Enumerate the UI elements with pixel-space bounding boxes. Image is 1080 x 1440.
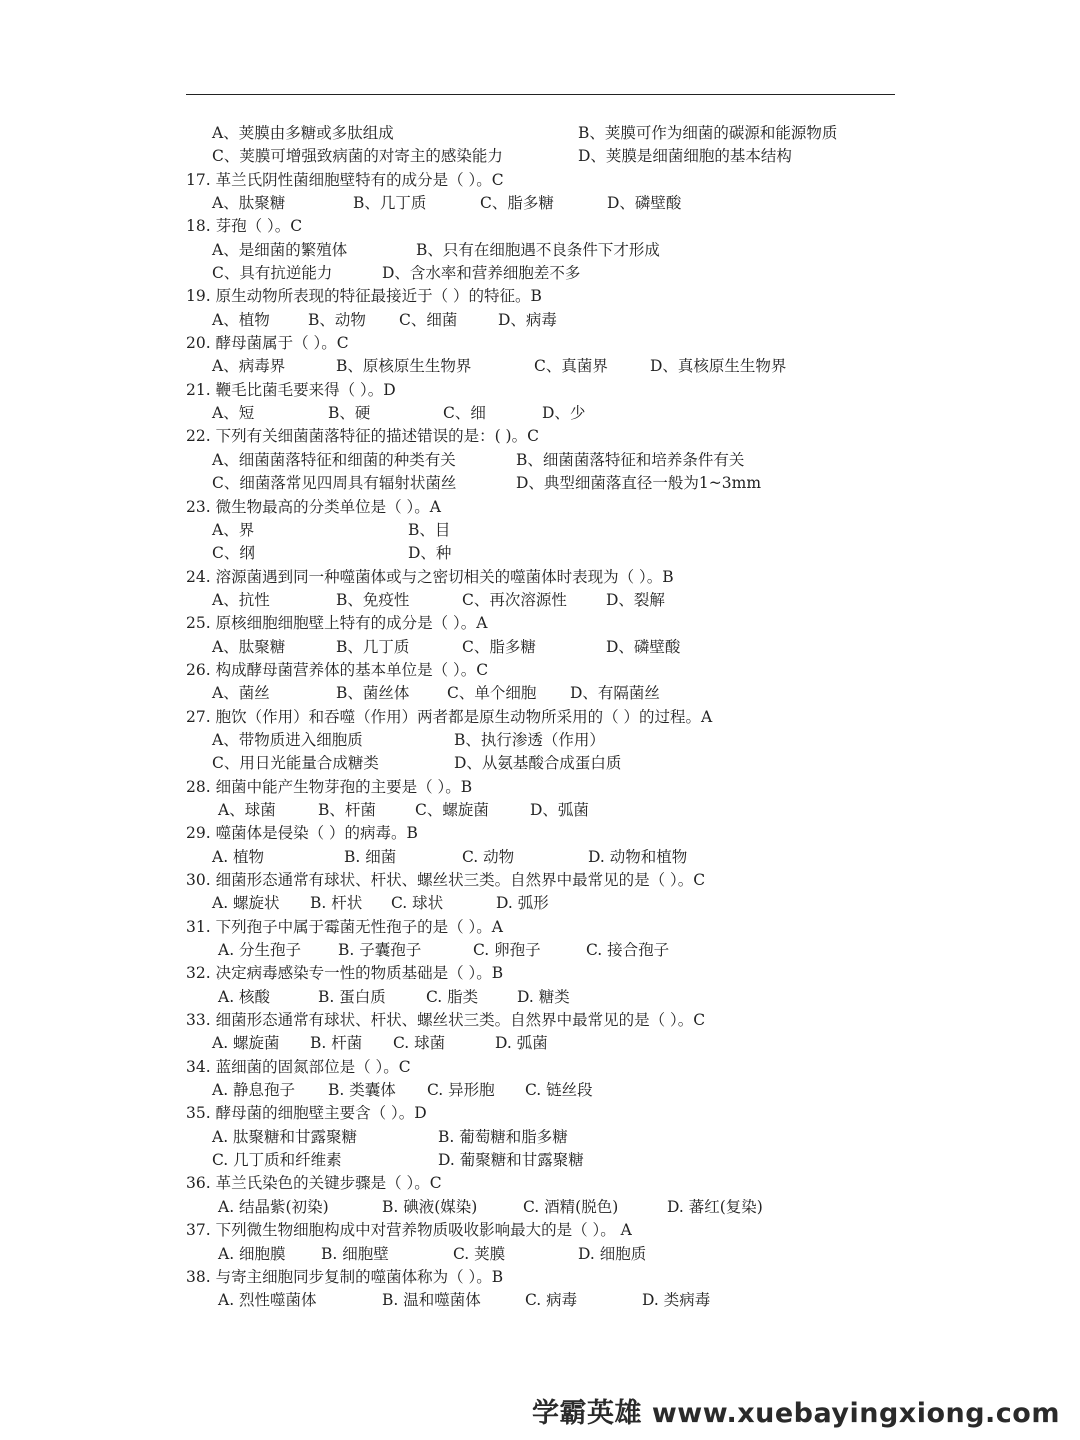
option-choice: D、有隔菌丝 [570,684,660,703]
question-stem: 19. 原生动物所表现的特征最接近于（ ）的特征。B [186,287,542,306]
option-row [186,355,946,378]
question-stem: 22. 下列有关细菌菌落特征的描述错误的是：( )。C [186,427,539,446]
option-choice: B、杆菌 [318,800,376,819]
option-choice: B、硬 [328,404,371,423]
option-row [186,542,946,565]
option-choice: B. 细菌 [344,847,397,866]
option-choice: A. 分生孢子 [218,941,302,960]
option-choice: D、典型细菌落直径一般为1~3mm [516,474,762,493]
option-row [186,986,946,1009]
option-row [186,589,946,612]
question-stem: 28. 细菌中能产生物芽孢的主要是（ ）。B [186,777,473,796]
option-choice: C、单个细胞 [447,684,537,703]
option-choice: A、菌丝 [212,684,270,703]
option-choice: A. 植物 [212,847,265,866]
question-stem: 33. 细菌形态通常有球状、杆状、螺丝状三类。自然界中最常见的是（ ）。C [186,1011,706,1030]
option-choice: C. 几丁质和纤维素 [212,1151,342,1170]
option-choice: A. 烈性噬菌体 [218,1291,317,1310]
option-choice: C. 异形胞 [427,1081,495,1100]
option-choice: A、荚膜由多糖或多肽组成 [212,124,394,142]
option-choice: D、磷壁酸 [607,194,682,213]
option-row [186,122,946,145]
option-choice: C. 荚膜 [453,1244,506,1263]
option-choice: C. 接合孢子 [586,941,670,960]
header-rule [186,94,895,95]
option-choice: B、免疫性 [336,590,410,609]
option-choice: C. 脂类 [426,987,479,1006]
option-row [186,1149,946,1172]
option-choice: C. 球状 [391,894,444,913]
question-stem: 18. 芽孢（ ）。C [186,217,303,236]
question-stem: 30. 细菌形态通常有球状、杆状、螺丝状三类。自然界中最常见的是（ ）。C [186,871,706,889]
option-choice: D、弧菌 [530,800,589,819]
option-choice: B. 杆菌 [310,1034,363,1053]
question-stem: 17. 革兰氏阴性菌细胞壁特有的成分是（ ）。C [186,170,504,189]
option-choice: C、脂多糖 [462,637,536,656]
option-row [186,472,946,495]
option-row [186,402,946,425]
option-choice: B. 碘液(媒染) [382,1197,478,1216]
option-row [186,309,946,332]
question-stem: 36. 革兰氏染色的关键步骤是（ ）。C [186,1174,442,1193]
option-choice: B、几丁质 [336,637,410,656]
option-choice: C、荚膜可增强致病菌的对寄主的感染能力 [212,147,503,166]
question-stem: 34. 蓝细菌的固氮部位是（ ）。C [186,1057,411,1076]
option-choice: C. 链丝段 [525,1081,593,1100]
option-choice: B、菌丝体 [336,684,410,703]
option-choice: C、细菌落常见四周具有辐射状菌丝 [212,474,457,493]
option-choice: D. 弧菌 [495,1034,548,1053]
question-stem: 37. 下列微生物细胞构成中对营养物质吸收影响最大的是（ ）。 A [186,1221,632,1240]
option-choice: C. 卵孢子 [473,941,541,960]
option-choice: B. 子囊孢子 [338,941,422,960]
option-choice: A. 螺旋菌 [212,1034,280,1053]
option-row [186,239,946,262]
option-choice: D、少 [542,404,586,423]
option-choice: D、种 [408,544,452,563]
option-choice: C、细菌 [399,310,458,329]
option-choice: D. 细胞质 [578,1244,647,1263]
option-choice: D. 蕃红(复染) [667,1197,763,1216]
option-choice: A. 静息孢子 [212,1081,296,1100]
site-watermark: 学霸英雄 www.xuebayingxiong.com [531,1398,1060,1429]
question-list [186,122,946,1313]
option-row [186,192,946,215]
option-choice: C、脂多糖 [480,194,554,213]
option-choice: B. 细胞壁 [321,1244,389,1263]
option-choice: A、带物质进入细胞质 [212,730,363,749]
option-choice: A、肽聚糖 [212,194,286,213]
option-choice: A. 细胞膜 [218,1244,286,1263]
option-choice: D、从氨基酸合成蛋白质 [454,754,622,773]
option-row [186,145,946,168]
question-stem: 26. 构成酵母菌营养体的基本单位是（ ）。C [186,660,489,679]
option-choice: D、病毒 [498,310,557,329]
option-row [186,1126,946,1149]
option-choice: B、只有在细胞遇不良条件下才形成 [416,240,660,259]
option-choice: A. 结晶紫(初染) [218,1197,329,1216]
option-choice: A、短 [212,404,255,423]
question-stem: 32. 决定病毒感染专一性的物质基础是（ ）。B [186,964,504,983]
option-choice: D. 弧形 [496,894,549,913]
question-stem: 35. 酵母菌的细胞壁主要含（ ）。D [186,1104,427,1123]
option-choice: A、是细菌的繁殖体 [212,240,348,259]
option-choice: B、动物 [308,310,366,329]
option-choice: B. 类囊体 [328,1081,396,1100]
option-choice: B、荚膜可作为细菌的碳源和能源物质 [578,124,838,142]
option-choice: C、细 [443,404,486,423]
option-choice: A. 核酸 [218,987,271,1006]
question-stem: 31. 下列孢子中属于霉菌无性孢子的是（ ）。A [186,917,503,936]
option-row [186,939,946,962]
option-choice: D、真核原生生物界 [650,357,787,376]
option-row [186,892,946,915]
option-row [186,636,946,659]
option-choice: D、荚膜是细菌细胞的基本结构 [578,147,792,166]
option-row [186,519,946,542]
option-choice: D、含水率和营养细胞差不多 [382,264,581,283]
option-choice: A. 螺旋状 [212,894,280,913]
option-choice: C、具有抗逆能力 [212,264,333,283]
option-choice: C. 酒精(脱色) [523,1197,619,1216]
option-row [186,729,946,752]
option-choice: D. 类病毒 [642,1291,711,1310]
option-choice: A、病毒界 [212,357,286,376]
option-choice: B、原核原生生物界 [336,357,472,376]
question-stem: 20. 酵母菌属于（ ）。C [186,334,349,353]
option-choice: D、磷壁酸 [606,637,681,656]
option-row [186,1032,946,1055]
option-choice: A、肽聚糖 [212,637,286,656]
question-stem: 27. 胞饮（作用）和吞噬（作用）两者都是原生动物所采用的（ ）的过程。A [186,707,713,726]
option-choice: A、植物 [212,310,270,329]
option-choice: B、几丁质 [353,194,427,213]
option-choice: A、球菌 [218,800,276,819]
question-stem: 29. 噬菌体是侵染（ ）的病毒。B [186,824,418,843]
option-choice: B. 蛋白质 [318,987,386,1006]
option-row [186,449,946,472]
question-stem: 21. 鞭毛比菌毛要来得（ ）。D [186,380,396,399]
option-choice: D. 动物和植物 [588,847,688,866]
option-choice: A、抗性 [212,590,270,609]
option-choice: D、裂解 [606,590,665,609]
option-choice: D. 糖类 [517,987,570,1006]
option-row [186,262,946,285]
option-row [186,682,946,705]
option-choice: C. 球菌 [393,1034,446,1053]
option-choice: C、真菌界 [534,357,608,376]
option-choice: D. 葡聚糖和甘露聚糖 [438,1151,584,1170]
option-choice: C. 动物 [462,847,515,866]
option-choice: C、再次溶源性 [462,590,567,609]
option-row [186,1243,946,1266]
option-row [186,1196,946,1219]
option-choice: B. 温和噬菌体 [382,1291,481,1310]
option-choice: C、纲 [212,544,255,563]
option-row [186,846,946,869]
option-row [186,752,946,775]
option-choice: B、目 [408,520,451,539]
option-choice: A. 肽聚糖和甘露聚糖 [212,1127,358,1146]
option-choice: B、执行渗透（作用） [454,730,605,749]
option-row [186,1079,946,1102]
option-choice: C、用日光能量合成糖类 [212,754,379,773]
option-choice: B、细菌菌落特征和培养条件有关 [516,450,745,469]
option-choice: C、螺旋菌 [415,800,489,819]
question-stem: 23. 微生物最高的分类单位是（ ）。A [186,497,441,516]
option-choice: A、细菌菌落特征和细菌的种类有关 [212,450,456,469]
option-row [186,1289,946,1312]
option-row [186,799,946,822]
option-choice: A、界 [212,520,255,539]
question-stem: 25. 原核细胞细胞壁上特有的成分是（ ）。A [186,614,488,633]
option-choice: C. 病毒 [525,1291,578,1310]
question-stem: 24. 溶源菌遇到同一种噬菌体或与之密切相关的噬菌体时表现为（ ）。B [186,567,674,586]
option-choice: B. 杆状 [310,894,363,913]
option-choice: B. 葡萄糖和脂多糖 [438,1127,568,1146]
question-stem: 38. 与寄主细胞同步复制的噬菌体称为（ ）。B [186,1267,504,1286]
